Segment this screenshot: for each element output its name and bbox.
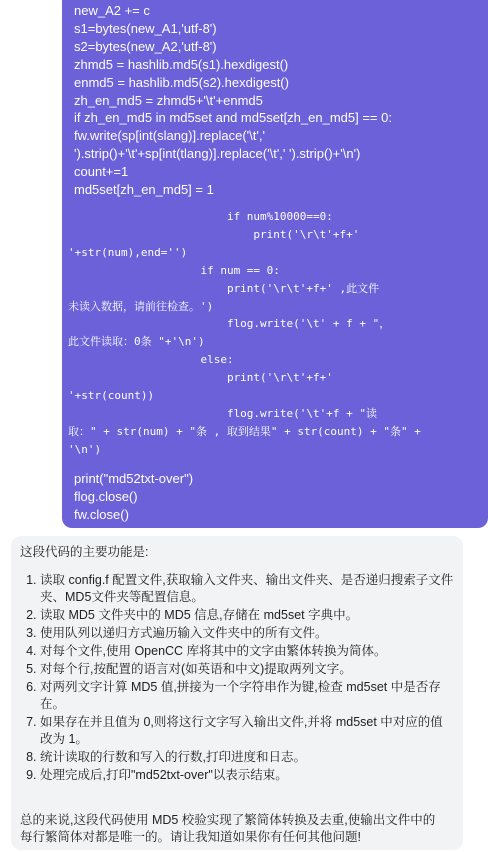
code-line: new_A2 += c [74,3,150,18]
list-item: 9. 处理完成后,打印"md52txt-over"以表示结束。 [40,767,455,784]
list-item: 1. 读取 config.f 配置文件,获取输入文件夹、输出文件夹、是否递归搜索子文件夹、MD5文件夹等配置信息。 [40,572,455,606]
code-block-line: 未读入数据，请前往检查。') [68,299,214,313]
code-block [68,208,478,459]
code-line: count+=1 [74,164,129,180]
code-line: fw.write(sp[int(slang)].replace('\t',' [74,128,265,144]
code-line: zh_en_md5 = zhmd5+'\t'+enmd5 [74,92,263,108]
code-line: enmd5 = hashlib.md5(s2).hexdigest() [74,74,289,90]
code-block-line: '+str(num),end='') [68,245,188,259]
code-line: s1=bytes(new_A1,'utf-8') [74,20,217,36]
code-block-line: print('\r\t'+f+' [68,371,333,385]
code-block-line: print('\r\t'+f+' [68,227,360,241]
code-block-line: flog.write('\t'+f + "读 [68,406,378,420]
code-block-line: else: [68,353,234,367]
code-line: zhmd5 = hashlib.md5(s1).hexdigest() [74,56,289,72]
code-block-line: 此文件读取：0条 "+'\n') [68,335,205,349]
list-item: 7. 如果存在并且值为 0,则将这行文字写入输出文件,并将 md5set 中对应的值改为 1。 [40,714,455,748]
assistant-intro: 这段代码的主要功能是: [20,545,149,559]
list-item: 5. 对每个行,按配置的语言对(如英语和中文)提取两列文字。 [40,661,455,678]
code-block-line: '+str(count)) [68,389,155,403]
code-line: ').strip()+'\t'+sp[int(tlang)].replace('\t',' ').strip()+'\n') [74,146,361,162]
code-line: print("md52txt-over") [74,471,194,486]
code-line: md5set[zh_en_md5] = 1 [74,182,214,198]
code-block-line: flog.write('\t' + f + "， [68,317,391,331]
list-item: 6. 对两列文字计算 MD5 值,拼接为一个字符串作为键,检查 md5set 中是否存在。 [40,679,455,713]
code-line: s2=bytes(new_A2,'utf-8') [74,38,217,54]
assistant-function-list [18,572,455,785]
code-line: fw.close() [74,506,129,522]
list-item: 8. 统计读取的行数和写入的行数,打印进度和日志。 [40,749,455,766]
code-block-line: 取：" + str(num) + "条 , 取到结果" + str(count) + "条" + [68,424,421,438]
assistant-message-bubble [11,536,463,850]
code-line: if zh_en_md5 in md5set and md5set[zh_en_md5] == 0: [74,110,392,126]
user-message-bubble [62,0,488,528]
list-item: 4. 对每个文件,使用 OpenCC 库将其中的文字由繁体转换为简体。 [40,643,455,660]
code-block-line: '\n') [68,442,102,456]
code-block-line: if num%10000==0: [68,210,333,223]
code-block-line: print('\r\t'+f+' ,此文件 [68,281,380,295]
code-line: flog.close() [74,488,138,504]
user-message-text [74,2,479,199]
assistant-summary: 总的来说,这段代码使用 MD5 校验实现了繁简体转换及去重,使输出文件中的每行繁简体对都是唯一的。请让我知道如果你有任何其他问题! [20,813,436,844]
user-message-tail [74,470,474,524]
code-block-line: if num == 0: [68,263,280,277]
list-item: 3. 使用队列以递归方式遍历输入文件夹中的所有文件。 [40,625,455,642]
list-item: 2. 读取 MD5 文件夹中的 MD5 信息,存储在 md5set 字典中。 [40,607,455,624]
